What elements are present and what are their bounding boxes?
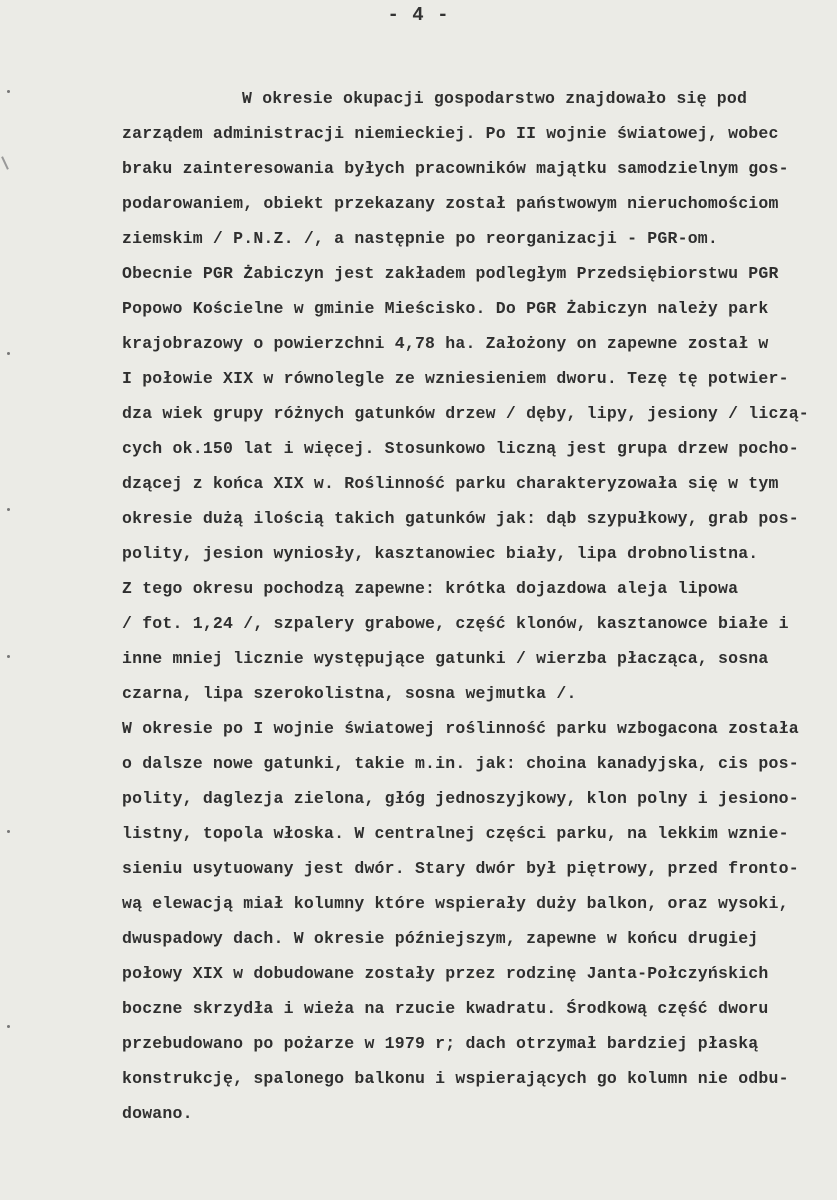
- text-line: Obecnie PGR Żabiczyn jest zakładem podległym Przedsiębiorstwu PGR: [122, 264, 779, 283]
- margin-mark: [7, 508, 10, 511]
- text-line: o dalsze nowe gatunki, takie m.in. jak: choina kanadyjska, cis pos-: [122, 754, 799, 773]
- page-number: - 4 -: [387, 4, 450, 26]
- text-line: dwuspadowy dach. W okresie późniejszym, zapewne w końcu drugiej: [122, 929, 759, 948]
- text-line: W okresie okupacji gospodarstwo znajdowało się pod: [242, 89, 748, 108]
- text-line: dzącej z końca XIX w. Roślinność parku charakteryzowała się w tym: [122, 474, 779, 493]
- text-line: zarządem administracji niemieckiej. Po II wojnie światowej, wobec: [122, 124, 779, 143]
- text-line: przebudowano po pożarze w 1979 r; dach otrzymał bardziej płaską: [122, 1034, 759, 1053]
- text-line: listny, topola włoska. W centralnej części parku, na lekkim wznie-: [122, 824, 789, 843]
- text-line: braku zainteresowania byłych pracowników majątku samodzielnym gos-: [122, 159, 789, 178]
- text-line: inne mniej licznie występujące gatunki / wierzba płacząca, sosna: [122, 649, 769, 668]
- text-line: Z tego okresu pochodzą zapewne: krótka dojazdowa aleja lipowa: [122, 579, 739, 598]
- text-line: konstrukcję, spalonego balkonu i wspierających go kolumn nie odbu-: [122, 1069, 789, 1088]
- text-line: okresie dużą ilością takich gatunków jak: dąb szypułkowy, grab pos-: [122, 509, 799, 528]
- text-line: polity, jesion wyniosły, kasztanowiec biały, lipa drobnolistna.: [122, 544, 759, 563]
- text-line: / fot. 1,24 /, szpalery grabowe, część klonów, kasztanowce białe i: [122, 614, 789, 633]
- margin-mark: [1, 156, 9, 170]
- margin-mark: [7, 352, 10, 355]
- text-line: cych ok.150 lat i więcej. Stosunkowo liczną jest grupa drzew pocho-: [122, 439, 799, 458]
- text-line: połowy XIX w dobudowane zostały przez rodzinę Janta-Połczyńskich: [122, 964, 769, 983]
- text-line: podarowaniem, obiekt przekazany został państwowym nieruchomościom: [122, 194, 779, 213]
- margin-mark: [7, 90, 10, 93]
- text-line: czarna, lipa szerokolistna, sosna wejmutka /.: [122, 684, 577, 703]
- text-line: krajobrazowy o powierzchni 4,78 ha. Założony on zapewne został w: [122, 334, 769, 353]
- text-line: boczne skrzydła i wieża na rzucie kwadratu. Środkową część dworu: [122, 999, 769, 1018]
- text-line: sieniu usytuowany jest dwór. Stary dwór był piętrowy, przed fronto-: [122, 859, 799, 878]
- text-line: dowano.: [122, 1104, 193, 1123]
- margin-mark: [7, 1025, 10, 1028]
- text-line: polity, daglezja zielona, głóg jednoszyjkowy, klon polny i jesiono-: [122, 789, 799, 808]
- text-line: W okresie po I wojnie światowej roślinność parku wzbogacona została: [122, 719, 799, 738]
- text-line: ziemskim / P.N.Z. /, a następnie po reorganizacji - PGR-om.: [122, 229, 718, 248]
- text-line: Popowo Kościelne w gminie Mieścisko. Do PGR Żabiczyn należy park: [122, 299, 769, 318]
- text-line: dza wiek grupy różnych gatunków drzew / dęby, lipy, jesiony / liczą-: [122, 404, 809, 423]
- margin-mark: [7, 830, 10, 833]
- margin-mark: [7, 655, 10, 658]
- text-line: wą elewacją miał kolumny które wspierały duży balkon, oraz wysoki,: [122, 894, 789, 913]
- text-line: I połowie XIX w równolegle ze wzniesieniem dworu. Tezę tę potwier-: [122, 369, 789, 388]
